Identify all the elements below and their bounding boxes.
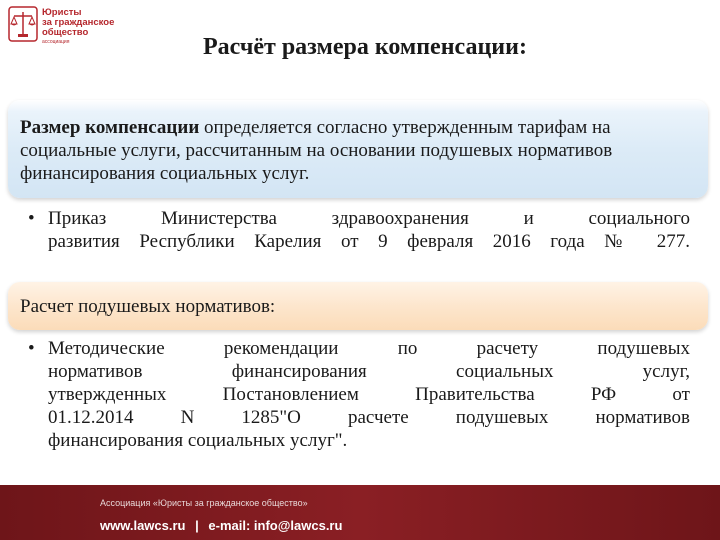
methodology-line-1: Методические рекомендации по расчету подушевых: [48, 338, 690, 359]
methodology-bullet: [28, 337, 690, 452]
logo-line-1: Юристы: [42, 7, 82, 18]
footer-separator: |: [195, 518, 199, 533]
website-link[interactable]: www.lawcs.ru: [100, 518, 186, 533]
logo-line-4: ассоциация: [42, 39, 70, 45]
bullet-marker: •: [28, 208, 35, 229]
page-title: Расчёт размера компенсации:: [203, 34, 527, 60]
methodology-line-2: нормативов финансирования социальных услуг,: [48, 361, 690, 382]
methodology-line-3: утвержденных Постановлением Правительства РФ от: [48, 384, 690, 405]
footer-contacts: [100, 518, 342, 533]
bullet-marker: •: [28, 338, 35, 359]
order-line-1: Приказ Министерства здравоохранения и социального: [48, 208, 690, 229]
methodology-line-5: финансирования социальных услуг".: [48, 430, 348, 451]
order-line-2: развития Республики Карелия от 9 февраля 2016 года № 277.: [48, 231, 690, 252]
compensation-definition-text: определяется согласно утвержденным тарифам на социальные услуги, рассчитанным на основании подушевых нормативов финансирования социальных услуг.: [20, 117, 613, 184]
logo-line-2: за гражданское: [42, 17, 115, 28]
footer-bar: [0, 485, 720, 540]
footer-organization: Ассоциация «Юристы за гражданское общество»: [100, 498, 308, 508]
per-capita-calc-box: [8, 282, 708, 330]
email-link[interactable]: e-mail: info@lawcs.ru: [208, 518, 343, 533]
compensation-definition-box: [8, 100, 708, 198]
per-capita-calc-heading: Расчет подушевых нормативов:: [20, 296, 276, 317]
logo-line-3: общество: [42, 27, 89, 38]
order-bullet: [28, 207, 690, 253]
methodology-line-4: 01.12.2014 N 1285"О расчете подушевых нормативов: [48, 407, 690, 428]
compensation-term: Размер компенсации: [20, 117, 200, 138]
